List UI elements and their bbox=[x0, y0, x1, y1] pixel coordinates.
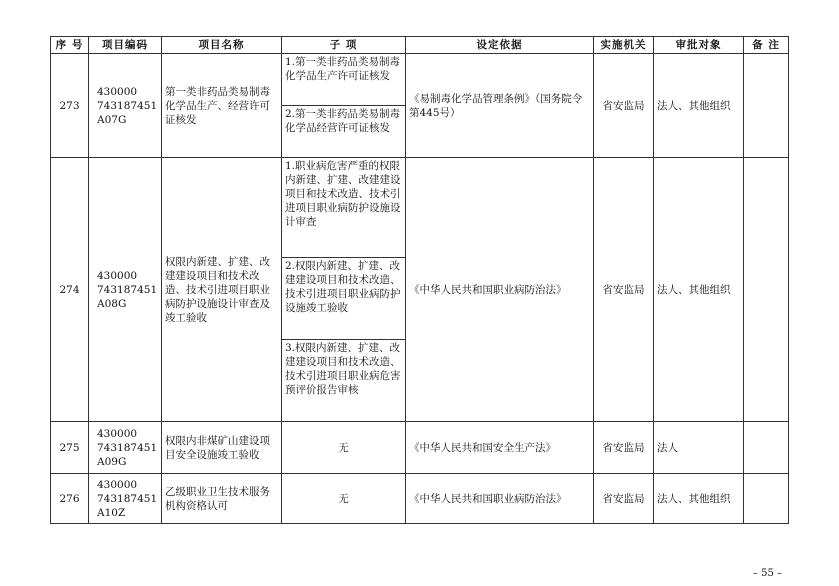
row-remark bbox=[744, 422, 789, 474]
row-basis: 《易制毒化学品管理条例》（国务院令第445号） bbox=[406, 54, 594, 158]
table-row bbox=[51, 158, 789, 258]
row-sub-item: 无 bbox=[282, 474, 406, 524]
row-basis: 《中华人民共和国安全生产法》 bbox=[406, 422, 594, 474]
row-agency: 省安监局 bbox=[594, 54, 654, 158]
col-header-seq: 序 号 bbox=[51, 37, 89, 54]
header-row bbox=[51, 37, 789, 54]
row-target: 法人、其他组织 bbox=[654, 474, 744, 524]
col-header-remark: 备 注 bbox=[744, 37, 789, 54]
row-seq: 275 bbox=[51, 422, 89, 474]
row-code: 430000 743187451 A08G bbox=[89, 158, 162, 422]
page-number: – 55 – bbox=[752, 568, 782, 579]
row-sub-item: 1.第一类非药品类易制毒化学品生产许可证核发 bbox=[282, 54, 406, 106]
row-remark bbox=[744, 158, 789, 422]
row-basis: 《中华人民共和国职业病防治法》 bbox=[406, 474, 594, 524]
col-header-sub: 子 项 bbox=[282, 37, 406, 54]
row-code: 430000 743187451 A07G bbox=[89, 54, 162, 158]
row-sub-item: 2.第一类非药品类易制毒化学品经营许可证核发 bbox=[282, 106, 406, 158]
row-target: 法人 bbox=[654, 422, 744, 474]
table-row bbox=[51, 422, 789, 474]
col-header-agency: 实施机关 bbox=[594, 37, 654, 54]
approval-items-table bbox=[50, 36, 789, 524]
row-agency: 省安监局 bbox=[594, 158, 654, 422]
row-name: 权限内非煤矿山建设项目安全设施竣工验收 bbox=[162, 422, 282, 474]
row-seq: 274 bbox=[51, 158, 89, 422]
row-sub-item: 无 bbox=[282, 422, 406, 474]
table-row bbox=[51, 54, 789, 106]
col-header-basis: 设定依据 bbox=[406, 37, 594, 54]
row-code: 430000 743187451 A09G bbox=[89, 422, 162, 474]
col-header-code: 项目编码 bbox=[89, 37, 162, 54]
row-name: 权限内新建、扩建、改建建设项目和技术改造、技术引进项目职业病防护设施设计审查及竣工验收 bbox=[162, 158, 282, 422]
row-target: 法人、其他组织 bbox=[654, 158, 744, 422]
row-name: 乙级职业卫生技术服务机构资格认可 bbox=[162, 474, 282, 524]
col-header-target: 审批对象 bbox=[654, 37, 744, 54]
row-agency: 省安监局 bbox=[594, 474, 654, 524]
row-sub-item: 1.职业病危害严重的权限内新建、扩建、改建建设项目和技术改造、技术引进项目职业病防护设施设计审查 bbox=[282, 158, 406, 258]
row-seq: 276 bbox=[51, 474, 89, 524]
row-target: 法人、其他组织 bbox=[654, 54, 744, 158]
row-seq: 273 bbox=[51, 54, 89, 158]
row-basis: 《中华人民共和国职业病防治法》 bbox=[406, 158, 594, 422]
col-header-name: 项目名称 bbox=[162, 37, 282, 54]
table-row bbox=[51, 474, 789, 524]
row-remark bbox=[744, 474, 789, 524]
row-remark bbox=[744, 54, 789, 158]
row-sub-item: 2.权限内新建、扩建、改建建设项目和技术改造、技术引进项目职业病防护设施竣工验收 bbox=[282, 258, 406, 340]
row-code: 430000 743187451 A10Z bbox=[89, 474, 162, 524]
row-agency: 省安监局 bbox=[594, 422, 654, 474]
row-name: 第一类非药品类易制毒化学品生产、经营许可证核发 bbox=[162, 54, 282, 158]
row-sub-item: 3.权限内新建、扩建、改建建设项目和技术改造、技术引进项目职业病危害预评价报告审核 bbox=[282, 340, 406, 422]
